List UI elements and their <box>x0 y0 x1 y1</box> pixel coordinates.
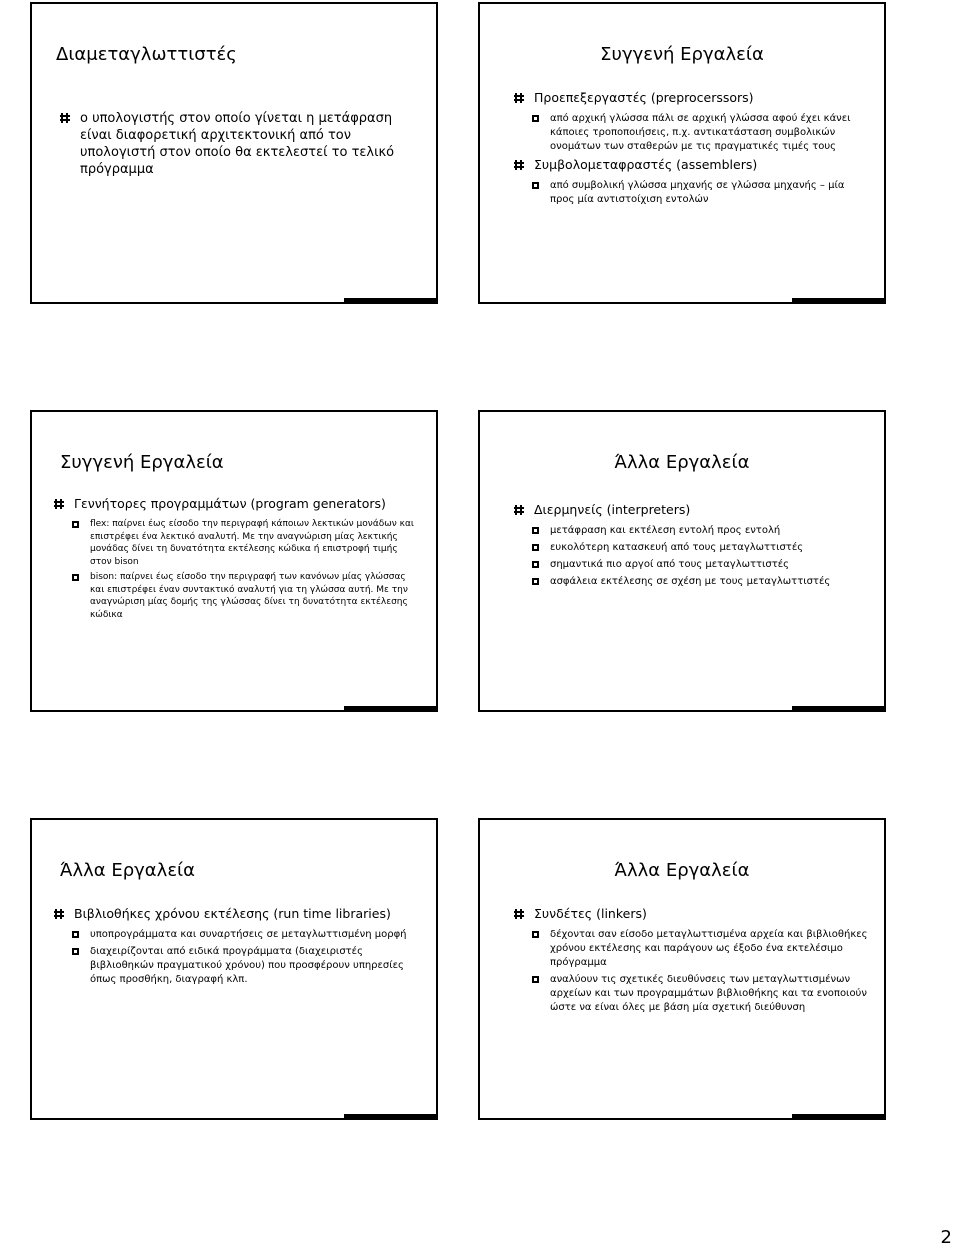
footer-bar <box>344 298 436 302</box>
bullet-text: Διερμηνείς (interpreters) <box>534 502 691 517</box>
slide-6 <box>478 818 886 1120</box>
bullet-item <box>50 496 422 512</box>
sub-bullet-item <box>510 112 870 154</box>
slide-2 <box>478 2 886 304</box>
slide-1 <box>30 2 438 304</box>
sub-bullet-icon <box>72 948 79 955</box>
sub-bullet-icon <box>532 931 539 938</box>
footer-bar <box>792 706 884 710</box>
slide-4 <box>478 410 886 712</box>
sub-bullet-text: από αρχική γλώσσα πάλι σε αρχική γλώσσα αφού έχει κάνει κάποιες τροποποιήσεις, π.χ. αντικατάσταση συμβολικών ονομάτων των σταθερών με τις πραγματικές τιμές τους <box>550 113 851 152</box>
bullet-item <box>510 90 870 106</box>
sub-bullet-icon <box>72 574 79 581</box>
sub-bullet-text: διαχειρίζονται από ειδικά προγράμματα (διαχειριστές βιβλιοθηκών πραγματικού χρόνου) που προσφέρουν υπηρεσίες όπως προσθήκη, διαγραφή κλπ. <box>90 946 404 985</box>
bullet-icon <box>60 113 70 123</box>
slide-3 <box>30 410 438 712</box>
slide-title: Άλλα Εργαλεία <box>60 860 196 881</box>
sub-bullet-item <box>510 973 870 1015</box>
slide-content <box>510 906 870 1018</box>
slide-title: Συγγενή Εργαλεία <box>600 44 764 65</box>
bullet-icon <box>54 499 64 509</box>
sub-bullet-item <box>510 575 870 589</box>
sub-bullet-item <box>510 524 870 538</box>
bullet-item <box>510 502 870 518</box>
bullet-text: Γεννήτορες προγραμμάτων (program generators) <box>74 496 386 511</box>
sub-bullet-item <box>510 558 870 572</box>
slide-title: Άλλα Εργαλεία <box>614 452 750 473</box>
slide-content <box>510 90 870 210</box>
sub-bullet-text: από συμβολική γλώσσα μηχανής σε γλώσσα μηχανής – μία προς μία αντιστοίχιση εντολών <box>550 180 845 205</box>
bullet-text: Βιβλιοθήκες χρόνου εκτέλεσης (run time libraries) <box>74 906 391 921</box>
bullet-text: Συμβολομεταφραστές (assemblers) <box>534 157 758 172</box>
bullet-icon <box>514 93 524 103</box>
sub-bullet-icon <box>532 527 539 534</box>
footer-bar <box>344 1114 436 1118</box>
footer-bar <box>792 298 884 302</box>
bullet-icon <box>514 909 524 919</box>
bullet-text: Συνδέτες (linkers) <box>534 906 647 921</box>
bullet-icon <box>514 505 524 515</box>
sub-bullet-text: δέχονται σαν είσοδο μεταγλωττισμένα αρχεία και βιβλιοθήκες χρόνου εκτέλεσης και παράγουν ως έξοδο ένα εκτελέσιμο πρόγραμμα <box>550 929 868 968</box>
sub-bullet-item <box>510 541 870 555</box>
sub-bullet-icon <box>532 578 539 585</box>
sub-bullet-text: ασφάλεια εκτέλεσης σε σχέση με τους μεταγλωττιστές <box>550 576 831 587</box>
sub-bullet-icon <box>532 182 539 189</box>
page-number: 2 <box>940 1227 952 1248</box>
sub-bullet-icon <box>72 931 79 938</box>
sub-bullet-text: αναλύουν τις σχετικές διευθύνσεις των μεταγλωττισμένων αρχείων και των προγραμμάτων βιβλιοθήκης και τα ενοποιούν ώστε να είναι όλες με βάση μία σχετική διεύθυνση <box>550 974 867 1013</box>
sub-bullet-item <box>50 945 422 987</box>
bullet-icon <box>514 160 524 170</box>
sub-bullet-icon <box>532 561 539 568</box>
sub-bullet-item <box>510 179 870 207</box>
footer-bar <box>344 706 436 710</box>
bullet-item <box>50 906 422 922</box>
slide-content <box>50 496 422 624</box>
bullet-item <box>56 110 422 178</box>
bullet-item <box>510 906 870 922</box>
slide-content <box>50 906 422 990</box>
bullet-icon <box>54 909 64 919</box>
sub-bullet-text: υποπρογράμματα και συναρτήσεις σε μεταγλωττισμένη μορφή <box>90 929 407 940</box>
sub-bullet-item <box>50 518 422 568</box>
sub-bullet-item <box>50 571 422 621</box>
slide-content <box>510 502 870 592</box>
sub-bullet-text: ευκολότερη κατασκευή από τους μεταγλωττιστές <box>550 542 804 553</box>
bullet-text: Προεπεξεργαστές (preprocerssors) <box>534 90 754 105</box>
sub-bullet-text: flex: παίρνει έως είσοδο την περιγραφή κάποιων λεκτικών μονάδων και επιστρέφει ένα λεκτικό αναλυτή. Με την αναγνώριση μίας λεκτικής μονάδας δίνει τη δυνατότητα εκτέλεσης κώδικα ή επιστροφή τιμής στον bison <box>90 519 414 567</box>
slide-title: Άλλα Εργαλεία <box>614 860 750 881</box>
sub-bullet-item <box>50 928 422 942</box>
bullet-item <box>510 157 870 173</box>
sub-bullet-icon <box>532 115 539 122</box>
sub-bullet-icon <box>532 544 539 551</box>
sub-bullet-text: μετάφραση και εκτέλεση εντολή προς εντολή <box>550 525 781 536</box>
slide-title: Συγγενή Εργαλεία <box>60 452 224 473</box>
sub-bullet-icon <box>72 521 79 528</box>
sub-bullet-text: bison: παίρνει έως είσοδο την περιγραφή των κανόνων μίας γλώσσας και επιστρέφει έναν συντακτικό αναλυτή για τη γλώσσα αυτή. Με την αναγνώριση μίας δομής της γλώσσας δίνει τη δυνατότητα εκτέλεσης κώδικα <box>90 572 408 620</box>
slide-content <box>56 110 422 184</box>
bullet-text: ο υπολογιστής στον οποίο γίνεται η μετάφραση είναι διαφορετική αρχιτεκτονική από τον υπολογιστή στον οποίο θα εκτελεστεί το τελικό πρόγραμμα <box>80 111 395 177</box>
slide-5 <box>30 818 438 1120</box>
sub-bullet-text: σημαντικά πιο αργοί από τους μεταγλωττιστές <box>550 559 790 570</box>
slide-title: Διαμεταγλωττιστές <box>56 44 237 65</box>
sub-bullet-item <box>510 928 870 970</box>
footer-bar <box>792 1114 884 1118</box>
sub-bullet-icon <box>532 976 539 983</box>
